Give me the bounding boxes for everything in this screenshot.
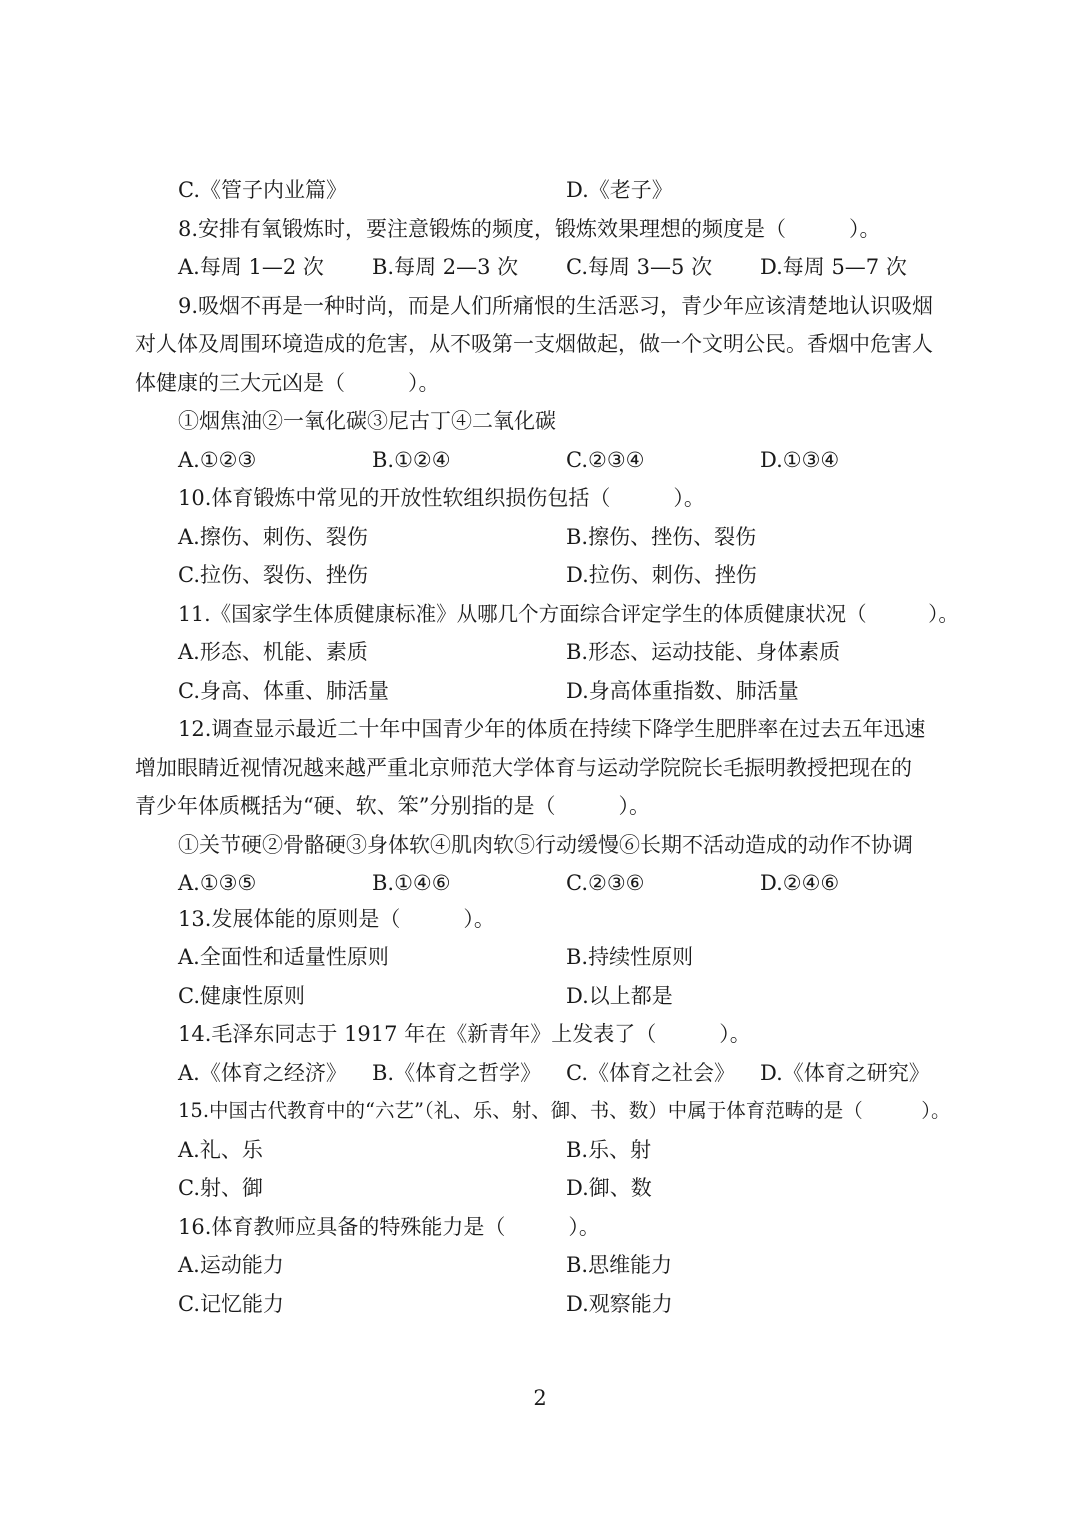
q16-option-a: A.运动能力 bbox=[178, 1253, 284, 1277]
q9-stem-line-2: 对人体及周围环境造成的危害，从不吸第一支烟做起，做一个文明公民。香烟中危害人 bbox=[135, 332, 933, 356]
q14-option-c: C.《体育之社会》 bbox=[566, 1061, 735, 1085]
q12-stem-line-2: 增加眼睛近视情况越来越严重北京师范大学体育与运动学院院长毛振明教授把现在的 bbox=[135, 756, 912, 780]
q9-stem-line-1: 9.吸烟不再是一种时尚，而是人们所痛恨的生活恶习，青少年应该清楚地认识吸烟 bbox=[178, 294, 934, 318]
q15-option-c: C.射、御 bbox=[178, 1176, 263, 1200]
q13-stem: 13.发展体能的原则是（ ）。 bbox=[178, 907, 495, 931]
q11-option-d: D.身高体重指数、肺活量 bbox=[566, 679, 799, 703]
q13-option-b: B.持续性原则 bbox=[566, 945, 694, 969]
q12-option-c: C.②③⑥ bbox=[566, 871, 645, 895]
q9-option-a: A.①②③ bbox=[178, 448, 257, 472]
q8-option-a: A.每周 1—2 次 bbox=[178, 255, 324, 279]
q9-option-b: B.①②④ bbox=[372, 448, 451, 472]
q13-option-c: C.健康性原则 bbox=[178, 984, 305, 1008]
q11-option-c: C.身高、体重、肺活量 bbox=[178, 679, 389, 703]
q8-option-b: B.每周 2—3 次 bbox=[372, 255, 519, 279]
q12-items: ①关节硬②骨骼硬③身体软④肌肉软⑤行动缓慢⑥长期不活动造成的动作不协调 bbox=[178, 833, 913, 857]
q9-option-d: D.①③④ bbox=[760, 448, 840, 472]
q12-option-d: D.②④⑥ bbox=[760, 871, 840, 895]
q12-stem-line-3: 青少年体质概括为“硬、软、笨”分别指的是（ ）。 bbox=[135, 794, 650, 818]
q14-option-b: B.《体育之哲学》 bbox=[372, 1061, 542, 1085]
q14-option-a: A.《体育之经济》 bbox=[178, 1061, 347, 1085]
q9-items: ①烟焦油②一氧化碳③尼古丁④二氧化碳 bbox=[178, 409, 556, 433]
q10-option-d: D.拉伤、刺伤、挫伤 bbox=[566, 563, 757, 587]
q11-stem: 11.《国家学生体质健康标准》从哪几个方面综合评定学生的体质健康状况（ ）。 bbox=[178, 602, 959, 626]
q12-option-a: A.①③⑤ bbox=[178, 871, 257, 895]
q11-option-b: B.形态、运动技能、身体素质 bbox=[566, 640, 841, 664]
q14-stem: 14.毛泽东同志于 1917 年在《新青年》上发表了（ ）。 bbox=[178, 1022, 751, 1046]
q13-option-d: D.以上都是 bbox=[566, 984, 673, 1008]
q15-option-b: B.乐、射 bbox=[566, 1138, 652, 1162]
q16-option-d: D.观察能力 bbox=[566, 1292, 673, 1316]
q9-option-c: C.②③④ bbox=[566, 448, 645, 472]
q11-option-a: A.形态、机能、素质 bbox=[178, 640, 368, 664]
page-number: 2 bbox=[533, 1386, 547, 1410]
q8-option-d: D.每周 5—7 次 bbox=[760, 255, 907, 279]
q16-option-b: B.思维能力 bbox=[566, 1253, 673, 1277]
q9-stem-line-3: 体健康的三大元凶是（ ）。 bbox=[135, 371, 440, 395]
q16-option-c: C.记忆能力 bbox=[178, 1292, 284, 1316]
q7-option-d: D.《老子》 bbox=[566, 178, 673, 202]
q10-option-b: B.擦伤、挫伤、裂伤 bbox=[566, 525, 757, 549]
q15-option-a: A.礼、乐 bbox=[178, 1138, 263, 1162]
q7-option-c: C.《管子内业篇》 bbox=[178, 178, 347, 202]
q8-option-c: C.每周 3—5 次 bbox=[566, 255, 713, 279]
q15-option-d: D.御、数 bbox=[566, 1176, 652, 1200]
q10-stem: 10.体育锻炼中常见的开放性软组织损伤包括（ ）。 bbox=[178, 486, 705, 510]
q15-stem: 15.中国古代教育中的“六艺”（礼、乐、射、御、书、数）中属于体育范畴的是（ ）。 bbox=[178, 1099, 951, 1122]
q10-option-a: A.擦伤、刺伤、裂伤 bbox=[178, 525, 368, 549]
q12-option-b: B.①④⑥ bbox=[372, 871, 451, 895]
q8-stem: 8.安排有氧锻炼时，要注意锻炼的频度，锻炼效果理想的频度是（ ）。 bbox=[178, 217, 881, 241]
q10-option-c: C.拉伤、裂伤、挫伤 bbox=[178, 563, 368, 587]
q13-option-a: A.全面性和适量性原则 bbox=[178, 945, 389, 969]
q16-stem: 16.体育教师应具备的特殊能力是（ ）。 bbox=[178, 1215, 600, 1239]
q12-stem-line-1: 12.调查显示最近二十年中国青少年的体质在持续下降学生肥胖率在过去五年迅速 bbox=[178, 717, 926, 741]
q14-option-d: D.《体育之研究》 bbox=[760, 1061, 930, 1085]
